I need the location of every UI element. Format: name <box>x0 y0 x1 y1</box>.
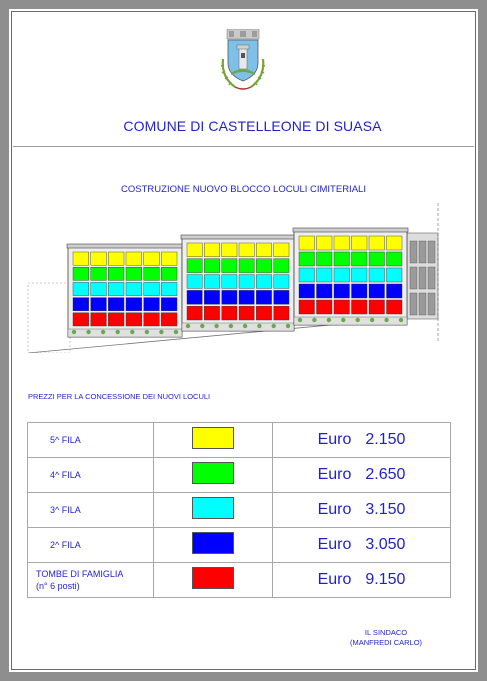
loculo-cell <box>317 284 333 298</box>
loculo-cell <box>334 252 350 266</box>
row-label: 5^ FILA <box>50 435 81 445</box>
block-plinth <box>294 317 407 325</box>
loculo-cell <box>299 252 315 266</box>
loculo-cell <box>387 300 403 314</box>
loculo-cell <box>369 300 385 314</box>
plant-shrub <box>116 330 120 334</box>
plant-shrub <box>72 330 76 334</box>
retaining-wall <box>28 283 70 353</box>
price-cell <box>273 528 451 563</box>
loculo-cell <box>299 236 315 250</box>
loculo-cell <box>204 243 219 257</box>
loculo-cell <box>222 275 237 289</box>
end-wall-panel <box>419 267 426 289</box>
plant-shrub <box>101 330 105 334</box>
loculo-cell <box>274 275 289 289</box>
end-wall-panel <box>419 241 426 263</box>
loculo-cell <box>352 236 368 250</box>
loculo-cell <box>334 284 350 298</box>
loculo-cell <box>274 243 289 257</box>
row-label-sub: (n° 6 posti) <box>36 581 80 591</box>
loculo-cell <box>108 313 124 326</box>
loculo-cell <box>299 284 315 298</box>
loculo-cell <box>256 259 271 273</box>
loculo-cell <box>222 290 237 304</box>
block-cornice <box>67 244 183 248</box>
plant-shrub <box>257 324 261 328</box>
row-label-cell <box>28 528 154 563</box>
loculo-cell <box>73 298 89 311</box>
loculo-cell <box>352 284 368 298</box>
plant-shrub <box>186 324 190 328</box>
color-swatch-red <box>192 567 234 589</box>
price-row <box>28 458 451 493</box>
loculo-cell <box>126 298 142 311</box>
loculo-cell <box>334 236 350 250</box>
price-row <box>28 493 451 528</box>
loculo-cell <box>187 306 202 320</box>
price-cell <box>273 563 451 598</box>
loculo-cell <box>91 252 107 265</box>
loculo-cell <box>369 236 385 250</box>
mayor-title: IL SINDACO <box>364 628 408 637</box>
loculo-cell <box>204 275 219 289</box>
swatch-cell <box>154 528 273 563</box>
plant-shrub <box>159 330 163 334</box>
end-wall-panel <box>428 267 435 289</box>
loculo-cell <box>161 252 177 265</box>
swatch-cell <box>154 423 273 458</box>
row-label: TOMBE DI FAMIGLIA <box>36 569 124 579</box>
price-amount: 2.150 <box>365 431 406 448</box>
loculo-cell <box>144 313 160 326</box>
price-row <box>28 528 451 563</box>
block-plinth <box>182 323 294 331</box>
loculo-cell <box>161 313 177 326</box>
loculo-cell <box>108 267 124 280</box>
loculo-cell <box>239 290 254 304</box>
loculo-cell <box>73 252 89 265</box>
price-row <box>28 563 451 598</box>
row-label-cell <box>28 458 154 493</box>
loculo-cell <box>317 236 333 250</box>
loculo-cell <box>91 298 107 311</box>
plant-shrub <box>243 324 247 328</box>
loculo-cell <box>222 306 237 320</box>
loculo-cell <box>317 268 333 282</box>
loculo-cell <box>274 290 289 304</box>
plant-shrub <box>130 330 134 334</box>
loculo-cell <box>73 313 89 326</box>
project-title: COSTRUZIONE NUOVO BLOCCO LOCULI CIMITERIALI <box>121 184 366 195</box>
price-table <box>27 422 451 598</box>
row-label-cell <box>28 563 154 598</box>
loculo-cell <box>239 259 254 273</box>
end-wall-panel <box>419 293 426 315</box>
plant-shrub <box>370 318 374 322</box>
currency-label: Euro <box>317 501 352 518</box>
currency-label: Euro <box>317 431 352 448</box>
end-wall-panel <box>410 293 417 315</box>
block-plinth <box>68 329 182 337</box>
plant-shrub <box>272 324 276 328</box>
loculo-cell <box>161 282 177 295</box>
plant-shrub <box>384 318 388 322</box>
municipality-title: COMUNE DI CASTELLEONE DI SUASA <box>123 118 382 134</box>
plant-shrub <box>86 330 90 334</box>
price-cell <box>273 493 451 528</box>
swatch-cell <box>154 563 273 598</box>
loculo-cell <box>161 298 177 311</box>
row-label-multiline <box>36 568 153 592</box>
loculo-cell <box>256 275 271 289</box>
loculo-cell <box>73 267 89 280</box>
price-cell <box>273 423 451 458</box>
swatch-cell <box>154 493 273 528</box>
price-amount: 9.150 <box>365 571 406 588</box>
color-swatch-yellow <box>192 427 234 449</box>
loculo-cell <box>187 290 202 304</box>
loculo-cell <box>108 282 124 295</box>
end-wall-panel <box>428 293 435 315</box>
color-swatch-green <box>192 462 234 484</box>
loculo-cell <box>239 275 254 289</box>
loculo-cell <box>369 268 385 282</box>
row-label-cell <box>28 423 154 458</box>
loculo-cell <box>204 290 219 304</box>
loculo-cell <box>256 243 271 257</box>
plant-shrub <box>399 318 403 322</box>
loculo-cell <box>187 259 202 273</box>
currency-label: Euro <box>317 571 352 588</box>
loculo-cell <box>387 252 403 266</box>
price-amount: 2.650 <box>365 466 406 483</box>
end-wall-panel <box>428 241 435 263</box>
plant-shrub <box>298 318 302 322</box>
price-cell <box>273 458 451 493</box>
currency-label: Euro <box>317 466 352 483</box>
loculo-cell <box>187 243 202 257</box>
loculo-cell <box>144 298 160 311</box>
mayor-name: (MANFREDI CARLO) <box>349 638 423 647</box>
loculo-cell <box>108 252 124 265</box>
loculo-cell <box>91 313 107 326</box>
loculo-cell <box>239 306 254 320</box>
loculo-cell <box>274 306 289 320</box>
loculo-cell <box>222 243 237 257</box>
loculo-cell <box>256 306 271 320</box>
plant-shrub <box>286 324 290 328</box>
plant-shrub <box>200 324 204 328</box>
color-swatch-blue <box>192 532 234 554</box>
row-label: 4^ FILA <box>50 470 81 480</box>
loculo-cell <box>204 306 219 320</box>
swatch-cell <box>154 458 273 493</box>
loculo-cell <box>352 268 368 282</box>
price-amount: 3.050 <box>365 536 406 553</box>
row-label: 3^ FILA <box>50 505 81 515</box>
plant-shrub <box>312 318 316 322</box>
loculo-cell <box>161 267 177 280</box>
loculo-cell <box>126 252 142 265</box>
loculo-cell <box>369 284 385 298</box>
loculo-cell <box>108 298 124 311</box>
loculo-cell <box>387 268 403 282</box>
loculo-cell <box>187 275 202 289</box>
loculo-cell <box>274 259 289 273</box>
loculo-cell <box>387 236 403 250</box>
loculo-cell <box>144 267 160 280</box>
end-wall-panel <box>410 241 417 263</box>
loculo-cell <box>204 259 219 273</box>
coat-of-arms-icon <box>219 29 267 93</box>
loculo-cell <box>352 300 368 314</box>
loculo-cell <box>91 282 107 295</box>
plant-shrub <box>145 330 149 334</box>
loculo-cell <box>299 300 315 314</box>
plant-shrub <box>229 324 233 328</box>
loculo-cell <box>126 267 142 280</box>
currency-label: Euro <box>317 536 352 553</box>
price-row <box>28 423 451 458</box>
loculo-cell <box>239 243 254 257</box>
loculo-cell <box>126 313 142 326</box>
prices-heading: PREZZI PER LA CONCESSIONE DEI NUOVI LOCULI <box>28 392 211 401</box>
color-swatch-cyan <box>192 497 234 519</box>
loculo-cell <box>387 284 403 298</box>
signature-block <box>336 628 436 648</box>
plant-shrub <box>214 324 218 328</box>
loculo-cell <box>317 252 333 266</box>
loculo-cell <box>317 300 333 314</box>
block-cornice <box>293 228 408 232</box>
row-label: 2^ FILA <box>50 540 81 550</box>
plant-shrub <box>356 318 360 322</box>
loculo-cell <box>144 282 160 295</box>
loculo-cell <box>73 282 89 295</box>
header-divider <box>13 146 474 147</box>
loculo-cell <box>334 300 350 314</box>
plant-shrub <box>341 318 345 322</box>
loculi-facade-drawing <box>24 203 444 353</box>
loculo-cell <box>299 268 315 282</box>
loculo-cell <box>91 267 107 280</box>
plant-shrub <box>327 318 331 322</box>
end-wall-panel <box>410 267 417 289</box>
loculo-cell <box>126 282 142 295</box>
block-cornice <box>181 235 295 239</box>
loculo-cell <box>222 259 237 273</box>
loculo-cell <box>256 290 271 304</box>
loculo-cell <box>352 252 368 266</box>
row-label-cell <box>28 493 154 528</box>
loculo-cell <box>369 252 385 266</box>
loculo-cell <box>334 268 350 282</box>
loculo-cell <box>144 252 160 265</box>
price-amount: 3.150 <box>365 501 406 518</box>
plant-shrub <box>174 330 178 334</box>
